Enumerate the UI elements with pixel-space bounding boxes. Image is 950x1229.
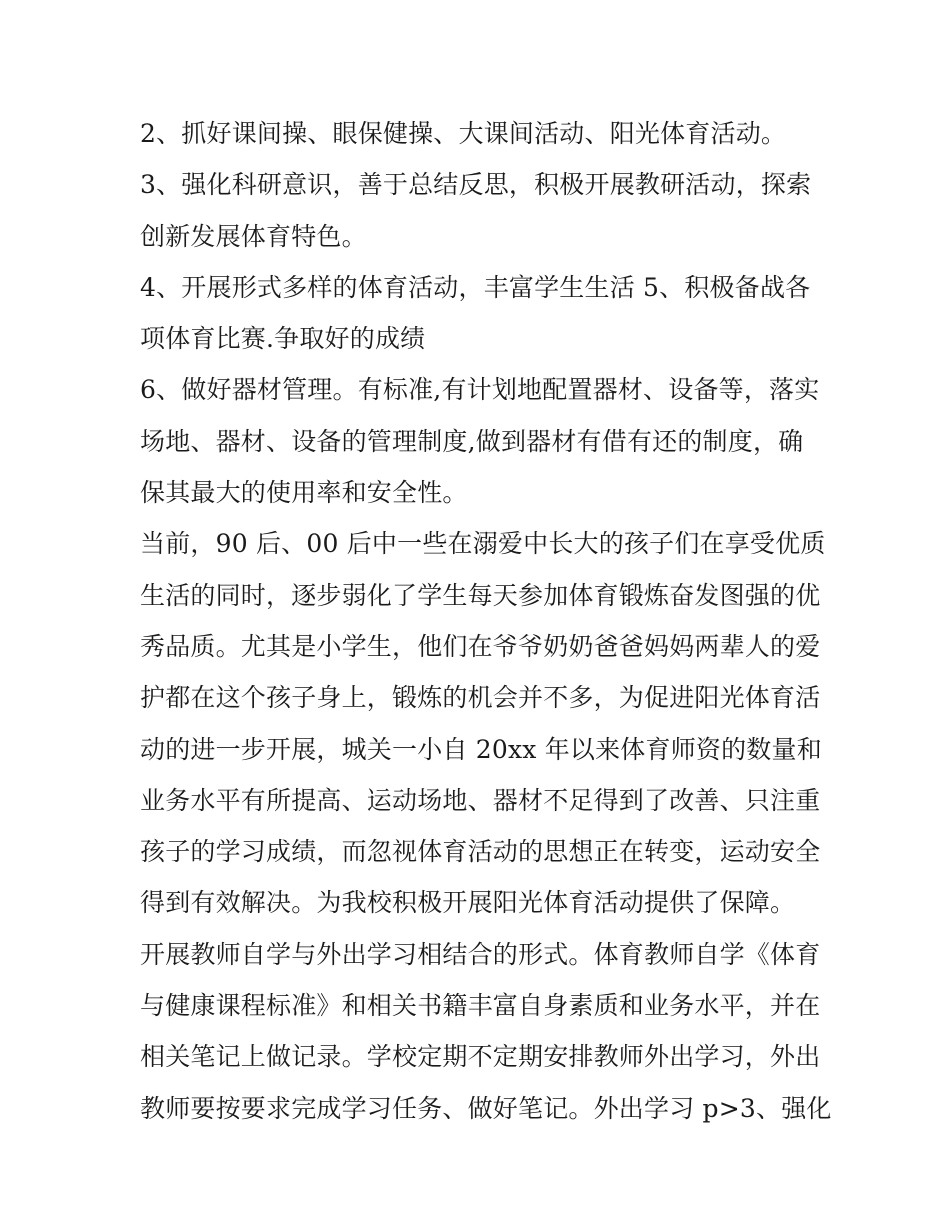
text-line: 孩子的学习成绩，而忽视体育活动的思想正在转变，运动安全 bbox=[140, 837, 821, 867]
text-line: 生活的同时，逐步弱化了学生每天参加体育锻炼奋发图强的优 bbox=[140, 580, 821, 610]
text-line: 教师要按要求完成学习任务、做好笔记。外出学习 p>3、强化 bbox=[140, 1093, 832, 1123]
text-line: 开展教师自学与外出学习相结合的形式。体育教师自学《体育 bbox=[140, 939, 821, 969]
text-line: 4、开展形式多样的体育活动，丰富学生生活 5、积极备战各 bbox=[140, 272, 811, 302]
text-line: 动的进一步开展，城关一小自 20xx 年以来体育师资的数量和 bbox=[140, 734, 822, 764]
text-line: 秀品质。尤其是小学生，他们在爷爷奶奶爸爸妈妈两辈人的爱 bbox=[140, 631, 821, 661]
text-line: 6、做好器材管理。有标准,有计划地配置器材、设备等，落实 bbox=[140, 375, 820, 405]
text-line: 项体育比赛.争取好的成绩 bbox=[140, 324, 426, 354]
text-line: 2、抓好课间操、眼保健操、大课间活动、阳光体育活动。 bbox=[140, 119, 787, 148]
text-line: 护都在这个孩子身上，锻炼的机会并不多，为促进阳光体育活 bbox=[140, 683, 821, 713]
text-line: 与健康课程标准》和相关书籍丰富自身素质和业务水平，并在 bbox=[140, 991, 821, 1021]
text-line: 创新发展体育特色。 bbox=[140, 221, 367, 251]
text-line: 保其最大的使用率和安全性。 bbox=[140, 478, 468, 508]
text-line: 相关笔记上做记录。学校定期不定期安排教师外出学习，外出 bbox=[140, 1042, 821, 1072]
text-line: 得到有效解决。为我校积极开展阳光体育活动提供了保障。 bbox=[140, 888, 796, 918]
text-line: 业务水平有所提高、运动场地、器材不足得到了改善、只注重 bbox=[140, 785, 821, 815]
document-body bbox=[140, 108, 830, 1134]
text-line: 当前，90 后、00 后中一些在溺爱中长大的孩子们在享受优质 bbox=[140, 529, 826, 559]
text-line: 3、强化科研意识，善于总结反思，积极开展教研活动，探索 bbox=[140, 170, 812, 200]
text-line: 场地、器材、设备的管理制度,做到器材有借有还的制度，确 bbox=[140, 426, 804, 456]
